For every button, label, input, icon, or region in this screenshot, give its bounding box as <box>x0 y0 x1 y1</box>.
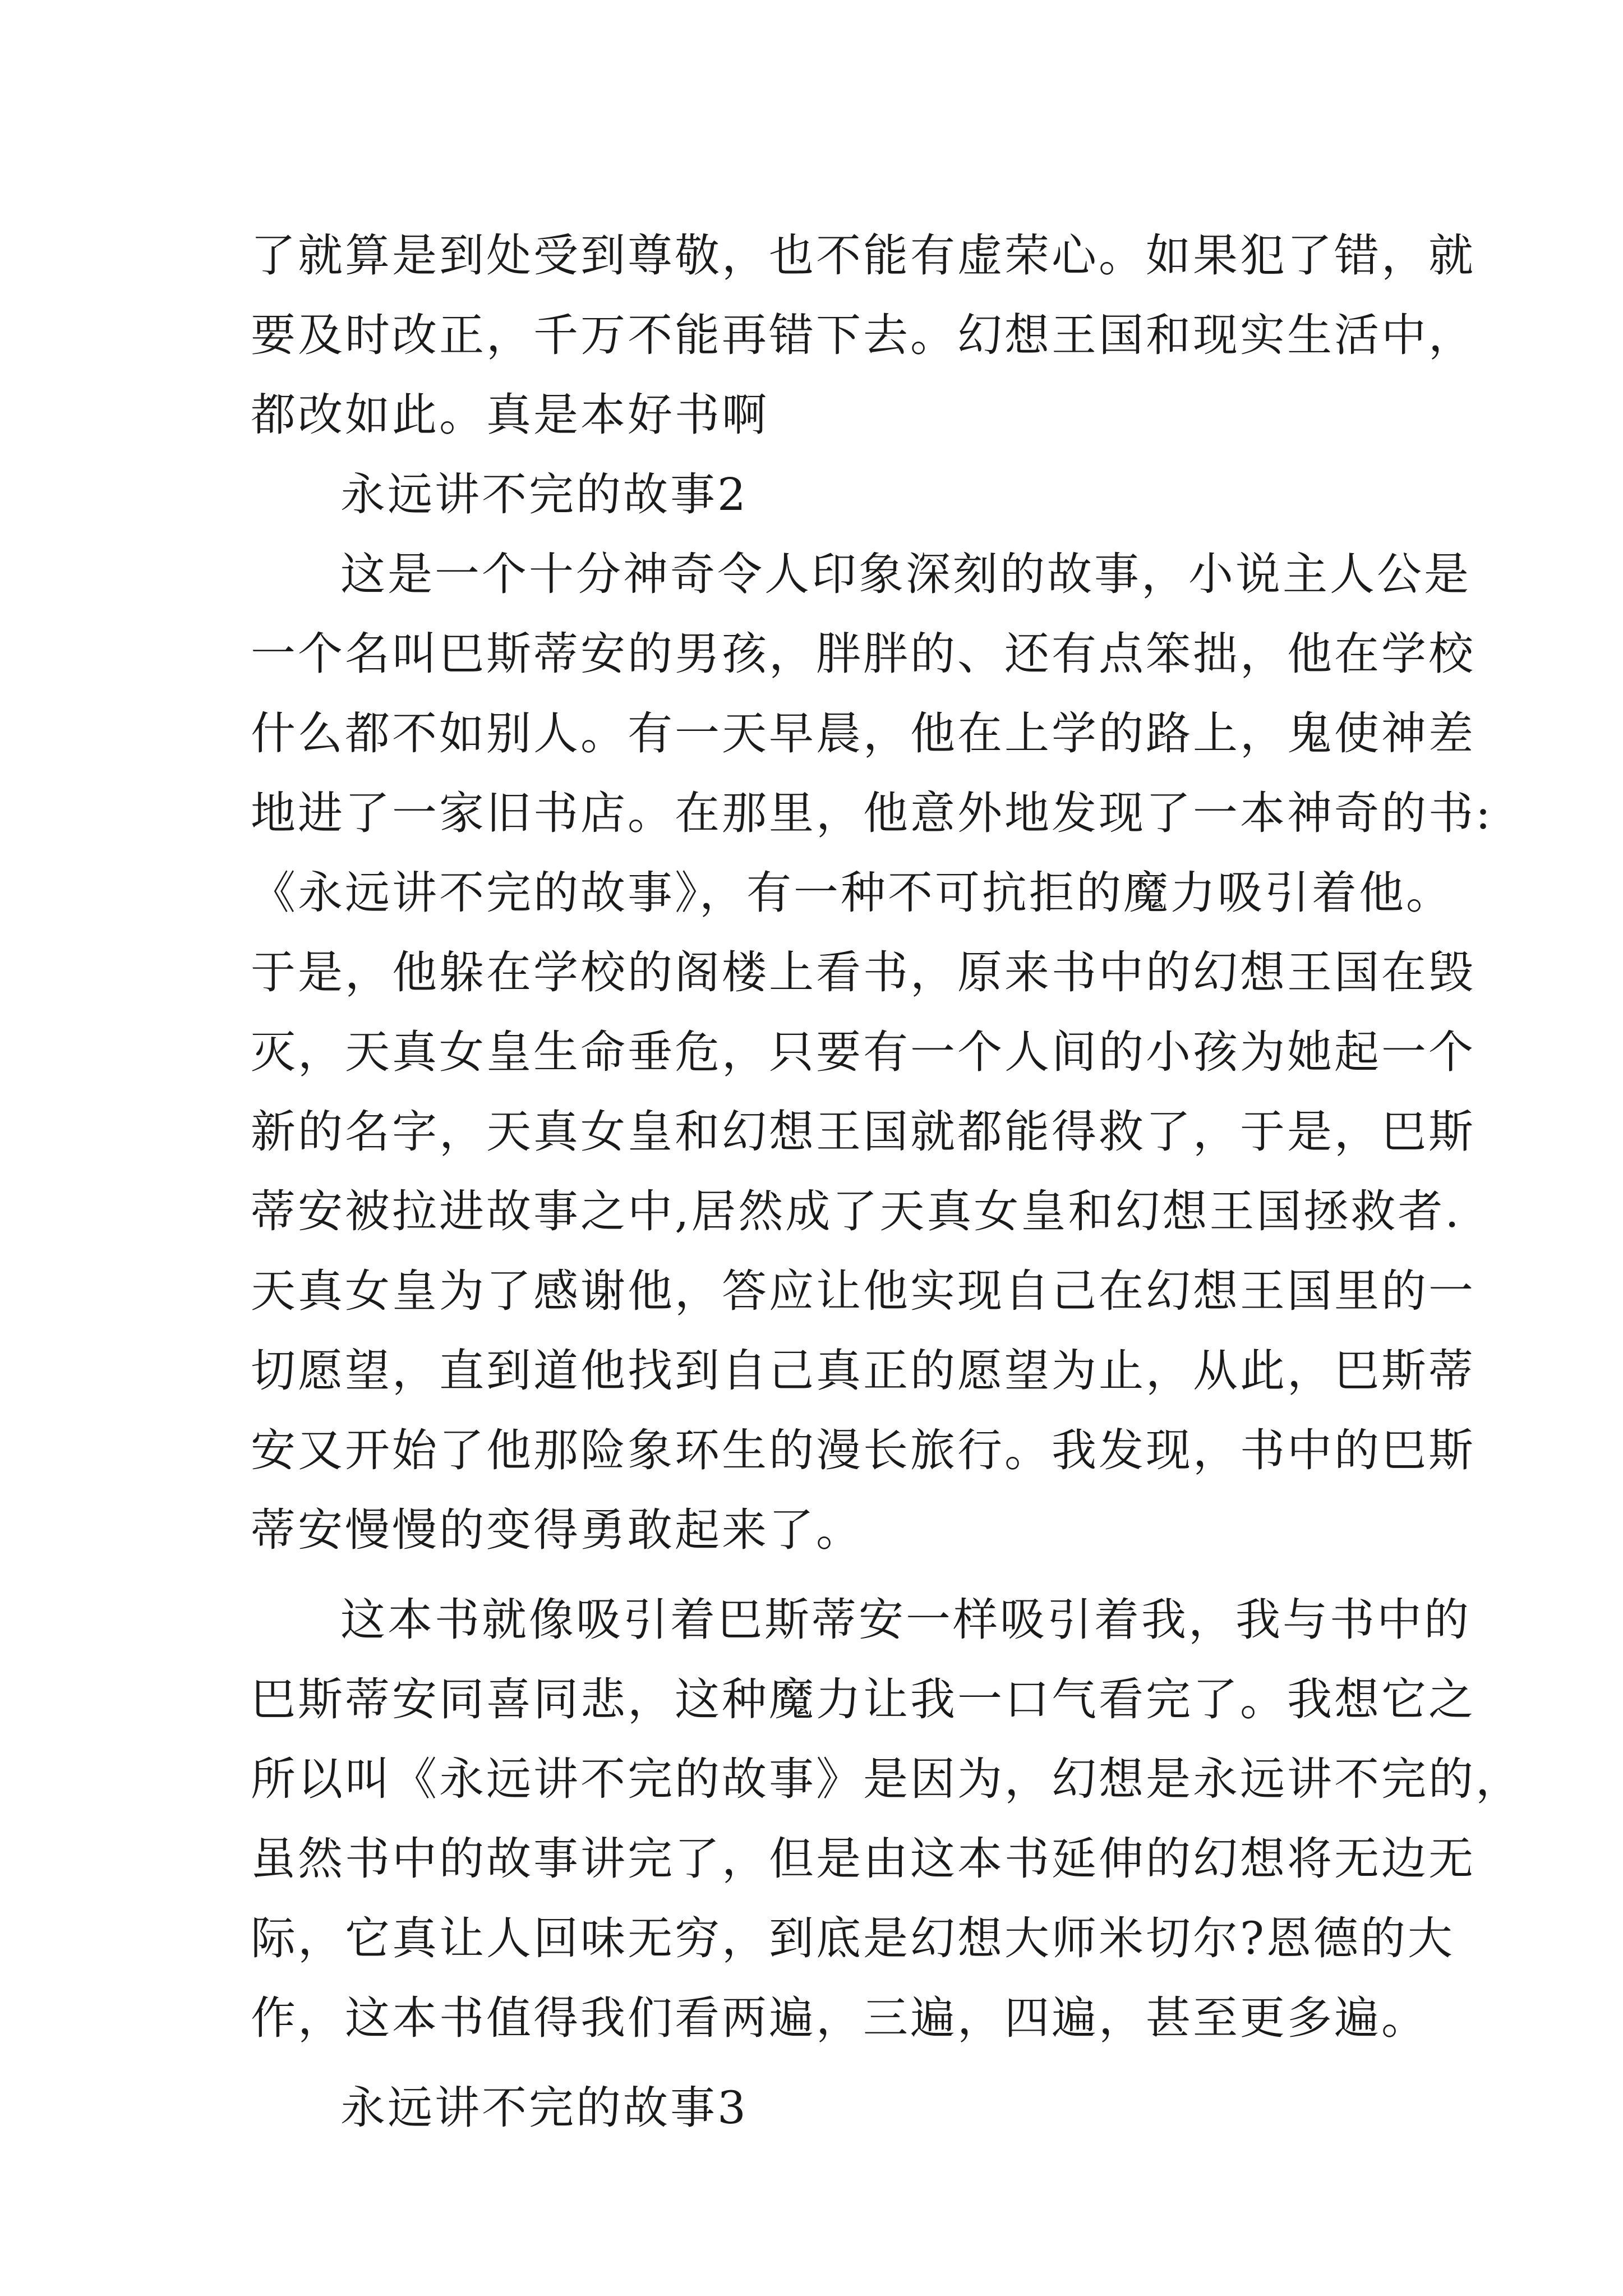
text-line: 际，它真让人回味无穷，到底是幻想大师米切尔?恩德的大 <box>251 1912 1455 1964</box>
text-line: 一个名叫巴斯蒂安的男孩，胖胖的、还有点笨拙，他在学校 <box>251 628 1476 680</box>
text-line: 巴斯蒂安同喜同悲，这种魔力让我一口气看完了。我想它之 <box>251 1673 1476 1726</box>
text-line: 蒂安慢慢的变得勇敢起来了。 <box>251 1504 863 1556</box>
text-line: 《永远讲不完的故事》，有一种不可抗拒的魔力吸引着他。 <box>251 867 1453 919</box>
text-line: 作，这本书值得我们看两遍，三遍，四遍，甚至更多遍。 <box>251 1992 1428 2044</box>
text-line: 都改如此。真是本好书啊 <box>251 389 769 441</box>
text-line: 新的名字，天真女皇和幻想王国就都能得救了，于是，巴斯 <box>251 1106 1476 1158</box>
text-line: 安又开始了他那险象环生的漫长旅行。我发现，书中的巴斯 <box>251 1424 1476 1476</box>
text-line: 切愿望，直到道他找到自己真正的愿望为止，从此，巴斯蒂 <box>251 1345 1476 1397</box>
text-line: 这本书就像吸引着巴斯蒂安一样吸引着我，我与书中的 <box>340 1594 1471 1646</box>
text-line: 所以叫《永远讲不完的故事》是因为，幻想是永远讲不完的， <box>251 1753 1523 1805</box>
text-line: 蒂安被拉进故事之中,居然成了天真女皇和幻想王国拯救者. <box>251 1185 1461 1237</box>
text-line: 天真女皇为了感谢他，答应让他实现自己在幻想王国里的一 <box>251 1265 1476 1317</box>
section-heading: 永远讲不完的故事3 <box>340 2082 748 2134</box>
text-line: 地进了一家旧书店。在那里，他意外地发现了一本神奇的书: <box>251 787 1493 839</box>
text-line: 虽然书中的故事讲完了，但是由这本书延伸的幻想将无边无 <box>251 1833 1476 1885</box>
text-line: 了就算是到处受到尊敬，也不能有虚荣心。如果犯了错，就 <box>251 229 1476 282</box>
text-line: 灭，天真女皇生命垂危，只要有一个人间的小孩为她起一个 <box>251 1026 1476 1078</box>
text-line: 什么都不如别人。有一天早晨，他在上学的路上，鬼使神差 <box>251 707 1476 760</box>
text-line: 于是，他躲在学校的阁楼上看书，原来书中的幻想王国在毁 <box>251 946 1476 999</box>
body-text <box>251 216 1523 2148</box>
text-line: 这是一个十分神奇令人印象深刻的故事，小说主人公是 <box>340 548 1471 600</box>
section-heading: 永远讲不完的故事2 <box>340 468 748 521</box>
text-line: 要及时改正，千万不能再错下去。幻想王国和现实生活中， <box>251 309 1476 361</box>
